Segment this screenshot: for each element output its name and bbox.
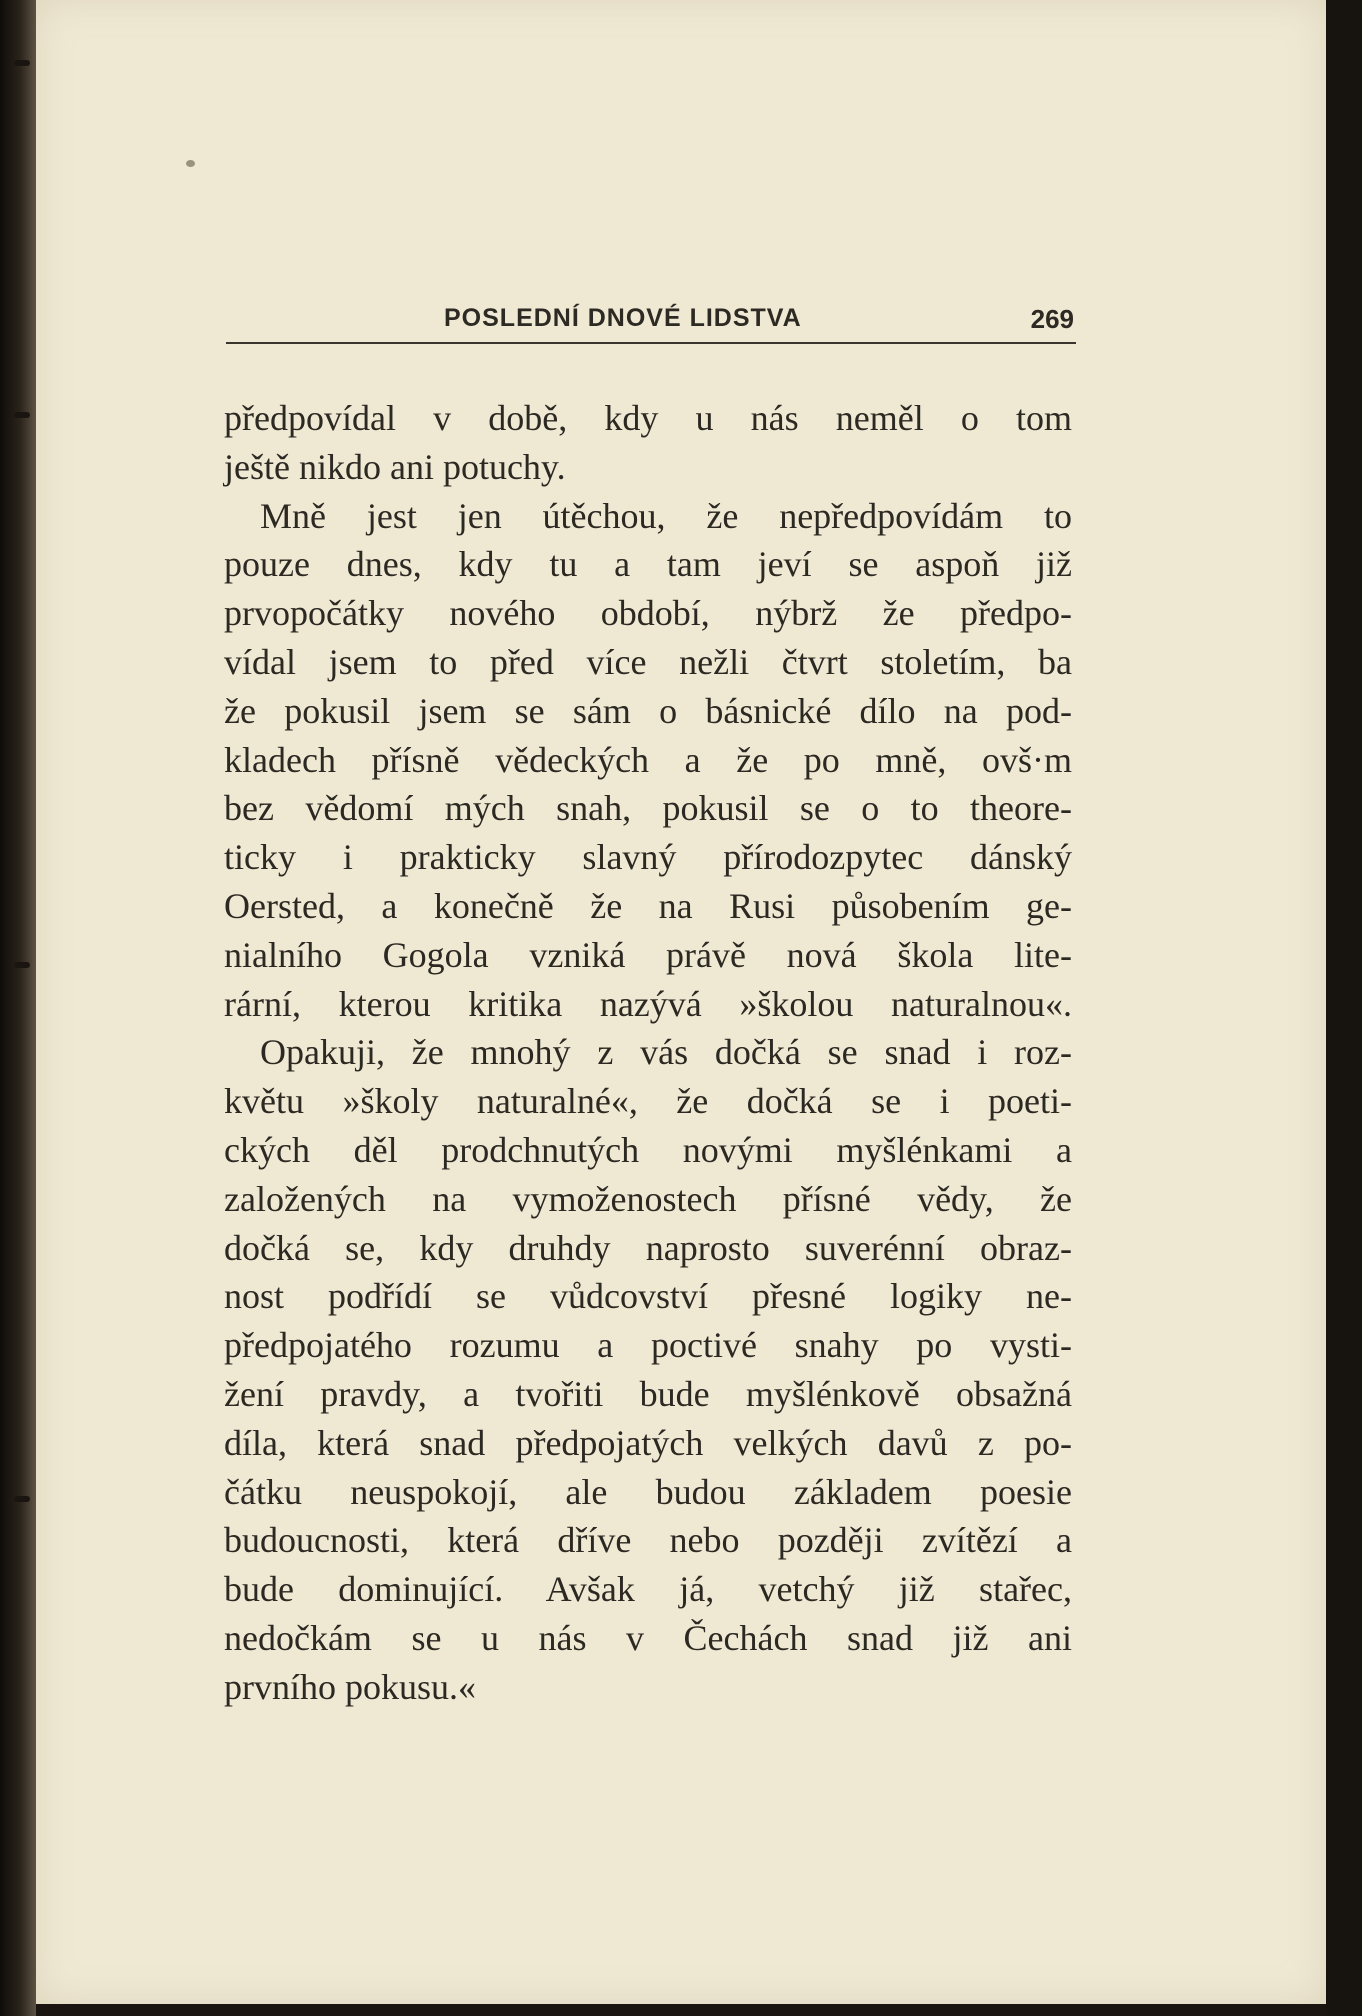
text-line: žení pravdy, a tvořiti bude myšlénkově obsažná: [224, 1373, 1072, 1414]
running-title: POSLEDNÍ DNOVÉ LIDSTVA: [444, 304, 802, 332]
page-number: 269: [1030, 304, 1074, 334]
text-line: nedočkám se u nás v Čechách snad již ani: [224, 1617, 1072, 1658]
text-line: kladech přísně vědeckých a že po mně, ovš·m: [224, 739, 1072, 780]
text-line: nialního Gogola vzniká právě nová škola lite-: [224, 934, 1072, 975]
text-line: ckých děl prodchnutých novými myšlénkami a: [224, 1129, 1072, 1170]
text-line: předpovídal v době, kdy u nás neměl o tom: [224, 398, 1072, 438]
binding-mark: [14, 412, 30, 418]
text-line: díla, která snad předpojatých velkých davů z po-: [224, 1422, 1072, 1463]
text-line: Mně jest jen útěchou, že nepředpovídám to: [260, 495, 1072, 536]
text-line: ještě nikdo ani potuchy.: [224, 446, 566, 487]
binding-mark: [14, 1496, 30, 1502]
text-line: vídal jsem to před více nežli čtvrt stoletím, ba: [224, 641, 1072, 682]
text-line: nost podřídí se vůdcovství přesné logiky ne-: [224, 1276, 1072, 1317]
binding-mark: [14, 962, 30, 968]
text-line: prvopočátky nového období, nýbrž že předpo-: [224, 593, 1072, 634]
running-header: [226, 300, 1074, 344]
book-binding-edge: [0, 0, 36, 2016]
scan-edge-bottom: [36, 2004, 1326, 2016]
paper-speck: [186, 160, 195, 167]
text-line: rární, kterou kritika nazývá »školou naturalnou«.: [224, 983, 1072, 1024]
text-line: Opakuji, že mnohý z vás dočká se snad i roz-: [260, 1032, 1072, 1073]
text-line: že pokusil jsem se sám o básnické dílo na pod-: [224, 690, 1072, 731]
text-line: květu »školy naturalné«, že dočká se i poeti-: [224, 1081, 1072, 1122]
text-line: budoucnosti, která dříve nebo později zvítězí a: [224, 1520, 1072, 1561]
text-line: bez vědomí mých snah, pokusil se o to theore-: [224, 788, 1072, 829]
text-line: dočká se, kdy druhdy naprosto suverénní obraz-: [224, 1227, 1072, 1268]
binding-mark: [14, 60, 30, 66]
text-line: čátku neuspokojí, ale budou základem poesie: [224, 1471, 1072, 1512]
text-line: prvního pokusu.«: [224, 1666, 476, 1707]
text-line: bude dominující. Avšak já, vetchý již stařec,: [224, 1569, 1072, 1610]
text-line: Oersted, a konečně že na Rusi působením ge-: [224, 885, 1072, 926]
text-line: ticky i prakticky slavný přírodozpytec dánský: [224, 837, 1072, 878]
scan-edge-right: [1326, 0, 1362, 2016]
text-line: pouze dnes, kdy tu a tam jeví se aspoň již: [224, 544, 1072, 585]
text-line: předpojatého rozumu a poctivé snahy po vysti-: [224, 1325, 1072, 1366]
header-rule: [226, 342, 1076, 344]
text-line: založených na vymoženostech přísné vědy, že: [224, 1178, 1072, 1219]
body-text: [224, 394, 1072, 1712]
